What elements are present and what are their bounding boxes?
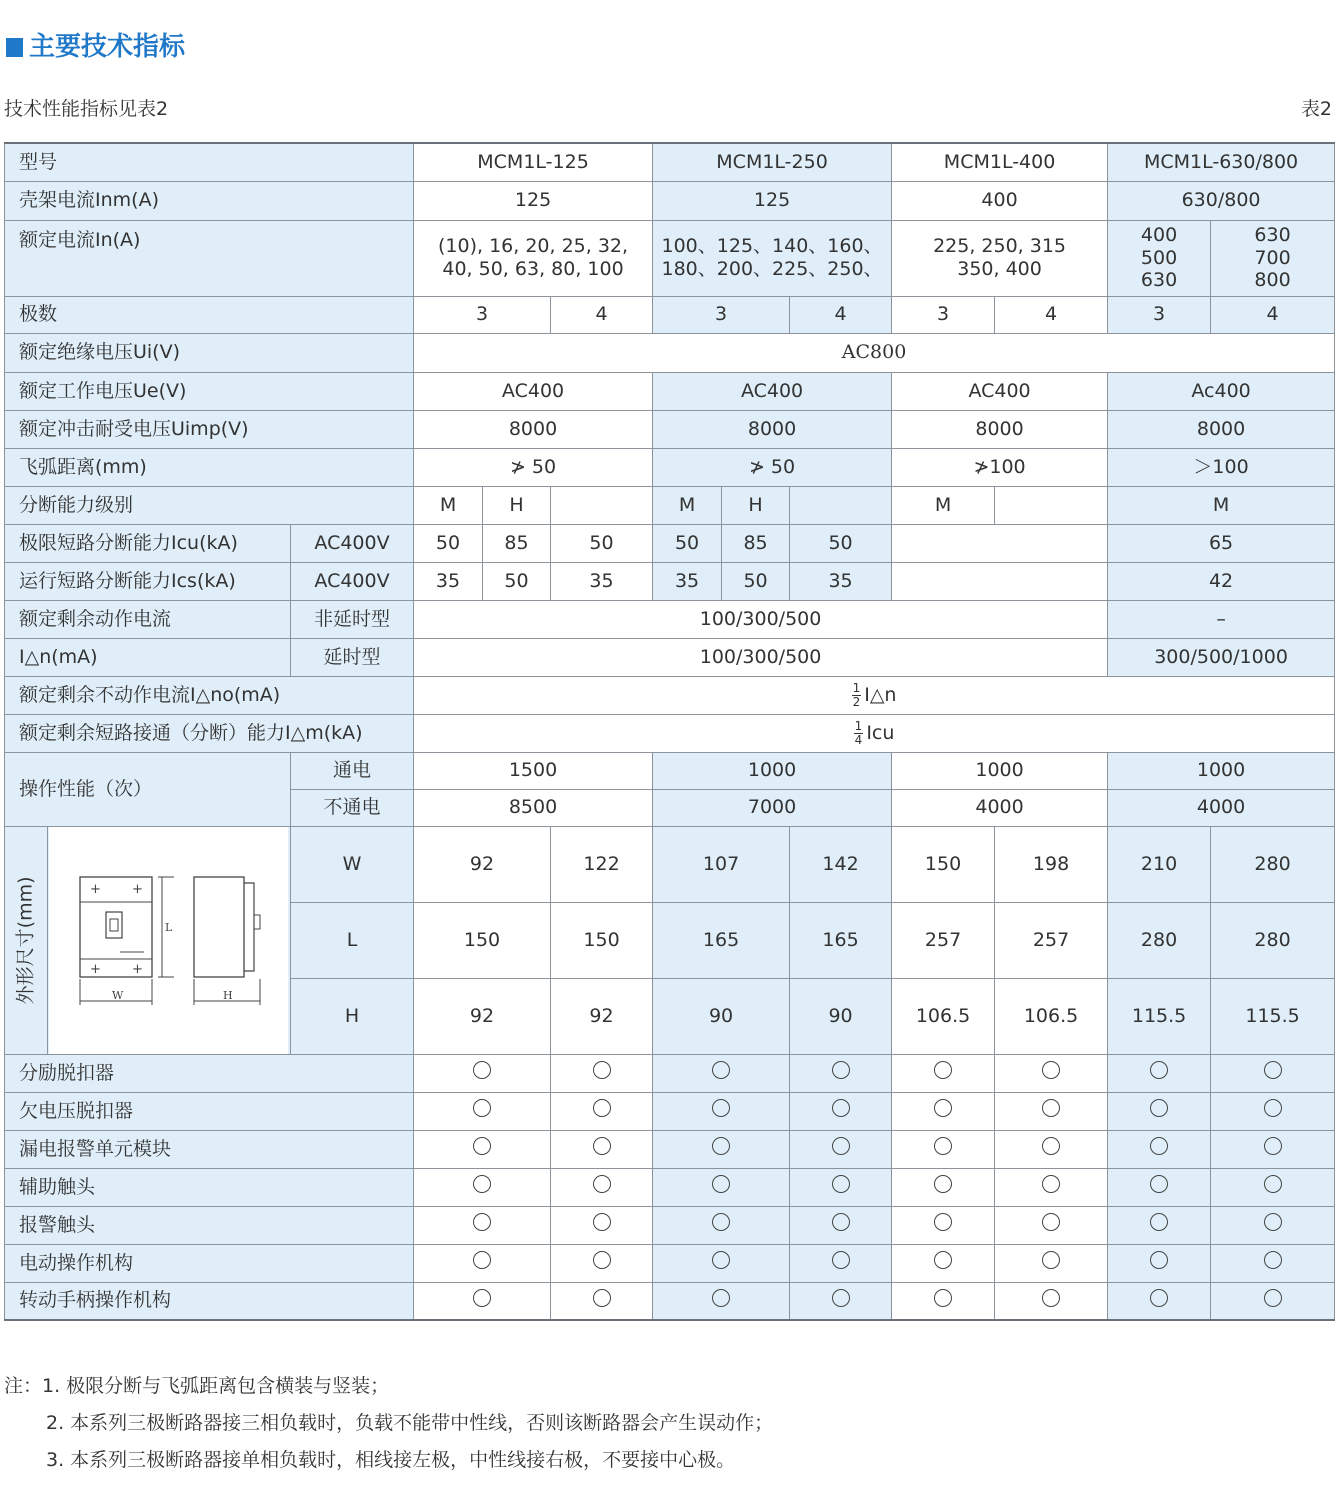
impulse-voltage-value: 8000: [653, 410, 892, 448]
breaking-level-value: M: [653, 486, 722, 524]
dim-l-value: 280: [1211, 902, 1335, 978]
table-row: [5, 752, 1335, 789]
dim-w-value: 92: [414, 826, 551, 902]
note-item: 注：1. 极限分断与飞弧距离包含横装与竖装；: [4, 1375, 390, 1397]
dimension-letter: L: [165, 920, 173, 934]
model-name: MCM1L-250: [653, 143, 892, 181]
notes: [4, 1368, 773, 1479]
dim-w-value: 142: [790, 826, 892, 902]
dim-w-value: 150: [892, 826, 995, 902]
powered-sub-label: 通电: [291, 752, 414, 789]
impulse-voltage-value: 8000: [1108, 410, 1335, 448]
dim-h-value: 115.5: [1211, 978, 1335, 1054]
row-label-residual-current-unit: I△n(mA): [5, 638, 291, 676]
dim-l-value: 150: [551, 902, 653, 978]
working-voltage-value: AC400: [653, 372, 892, 410]
impulse-voltage-value: 8000: [414, 410, 653, 448]
svg-text:+: +: [90, 881, 101, 897]
icu-value: 85: [483, 524, 551, 562]
poles-value: 4: [995, 296, 1108, 333]
optional-circle-icon: [934, 1289, 952, 1307]
dim-l-value: 257: [995, 902, 1108, 978]
table-row: [5, 676, 1335, 714]
breaking-level-value: H: [483, 486, 551, 524]
non-delay-sub-label: 非延时型: [291, 600, 414, 638]
accessory-label: 辅助触头: [5, 1168, 414, 1206]
icu-value: 50: [551, 524, 653, 562]
insulation-voltage-value: AC800: [414, 333, 1335, 372]
dim-l-value: 280: [1108, 902, 1211, 978]
dim-h-value: 115.5: [1108, 978, 1211, 1054]
accessory-label: 转动手柄操作机构: [5, 1282, 414, 1320]
rated-current-values: 400 500 630: [1108, 220, 1211, 296]
optional-circle-icon: [1150, 1175, 1168, 1193]
optional-circle-icon: [473, 1137, 491, 1155]
optional-circle-icon: [1150, 1251, 1168, 1269]
breaking-level-empty: [551, 486, 653, 524]
operation-value: 1000: [653, 752, 892, 789]
fraction: $\frac{1}{2}$: [852, 680, 861, 709]
poles-value: 4: [790, 296, 892, 333]
delay-sub-label: 延时型: [291, 638, 414, 676]
optional-circle-icon: [1042, 1251, 1060, 1269]
optional-circle-icon: [934, 1251, 952, 1269]
voltage-sub-label: AC400V: [291, 524, 414, 562]
table-row: [5, 524, 1335, 562]
operation-value: 1000: [1108, 752, 1335, 789]
table-row: [5, 638, 1335, 676]
fraction: $\frac{1}{4}$: [854, 718, 863, 747]
optional-circle-icon: [473, 1213, 491, 1231]
breaking-level-value: M: [414, 486, 483, 524]
table-row: [5, 333, 1335, 372]
optional-circle-icon: [1264, 1289, 1282, 1307]
arc-distance-value: ＞100: [1108, 448, 1335, 486]
operation-value: 8500: [414, 789, 653, 826]
optional-circle-icon: [1264, 1175, 1282, 1193]
model-name: MCM1L-400: [892, 143, 1108, 181]
ics-value: 50: [722, 562, 790, 600]
accessory-label: 欠电压脱扣器: [5, 1092, 414, 1130]
accessory-label: 报警触头: [5, 1206, 414, 1244]
row-label-working-voltage: 额定工作电压Ue(V): [5, 372, 414, 410]
dim-w-value: 107: [653, 826, 790, 902]
table-row: [5, 181, 1335, 220]
dim-h-value: 90: [653, 978, 790, 1054]
optional-circle-icon: [593, 1175, 611, 1193]
rated-current-values: (10), 16, 20, 25, 32, 40, 50, 63, 80, 100: [414, 220, 653, 296]
table-row: [5, 220, 1335, 296]
model-name: MCM1L-630/800: [1108, 143, 1335, 181]
optional-circle-icon: [1150, 1213, 1168, 1231]
optional-circle-icon: [593, 1251, 611, 1269]
row-label-short-circuit: 额定剩余短路接通（分断）能力I△m(kA): [5, 714, 414, 752]
optional-circle-icon: [712, 1289, 730, 1307]
operation-value: 4000: [1108, 789, 1335, 826]
accessory-label: 分励脱扣器: [5, 1054, 414, 1092]
ics-value: 35: [653, 562, 722, 600]
arc-distance-value: ≯ 50: [653, 448, 892, 486]
row-label-insulation-voltage: 额定绝缘电压Ui(V): [5, 333, 414, 372]
operation-value: 7000: [653, 789, 892, 826]
poles-value: 4: [1211, 296, 1335, 333]
optional-circle-icon: [712, 1137, 730, 1155]
table-row: [5, 410, 1335, 448]
working-voltage-value: Ac400: [1108, 372, 1335, 410]
table-row: [5, 714, 1335, 752]
poles-value: 3: [892, 296, 995, 333]
optional-circle-icon: [473, 1099, 491, 1117]
ics-value: 42: [1108, 562, 1335, 600]
optional-circle-icon: [473, 1251, 491, 1269]
breaker-outline-drawing: [48, 827, 288, 1055]
dim-l-value: 150: [414, 902, 551, 978]
optional-circle-icon: [1042, 1213, 1060, 1231]
ics-value: 35: [551, 562, 653, 600]
icu-value: 50: [790, 524, 892, 562]
row-label-model: 型号: [5, 143, 414, 181]
optional-circle-icon: [1150, 1137, 1168, 1155]
icu-value: 85: [722, 524, 790, 562]
arc-distance-value: ≯100: [892, 448, 1108, 486]
optional-circle-icon: [1264, 1061, 1282, 1079]
operation-value: 1500: [414, 752, 653, 789]
optional-circle-icon: [934, 1175, 952, 1193]
optional-circle-icon: [712, 1099, 730, 1117]
optional-circle-icon: [832, 1175, 850, 1193]
dimension-label-box: [5, 827, 48, 1054]
note-item: 3. 本系列三极断路器接单相负载时，相线接左极，中性线接右极，不要接中心极。: [46, 1449, 736, 1471]
dim-h-value: 106.5: [995, 978, 1108, 1054]
optional-circle-icon: [832, 1289, 850, 1307]
optional-circle-icon: [712, 1175, 730, 1193]
optional-circle-icon: [1042, 1099, 1060, 1117]
svg-text:+: +: [132, 961, 143, 977]
optional-circle-icon: [1264, 1251, 1282, 1269]
optional-circle-icon: [712, 1251, 730, 1269]
optional-circle-icon: [832, 1137, 850, 1155]
optional-circle-icon: [1042, 1137, 1060, 1155]
optional-circle-icon: [593, 1213, 611, 1231]
optional-circle-icon: [473, 1061, 491, 1079]
icu-value: 65: [1108, 524, 1335, 562]
table-row: [5, 1168, 1335, 1206]
table-row: [5, 600, 1335, 638]
ics-value: 35: [790, 562, 892, 600]
poles-value: 3: [1108, 296, 1211, 333]
breaking-level-empty: [995, 486, 1108, 524]
poles-value: 3: [414, 296, 551, 333]
optional-circle-icon: [712, 1061, 730, 1079]
icu-value: 50: [414, 524, 483, 562]
frame-current-value: 125: [414, 181, 653, 220]
poles-value: 4: [551, 296, 653, 333]
table-row: [5, 448, 1335, 486]
table-intro: 技术性能指标见表2: [4, 98, 169, 120]
dim-h-value: 90: [790, 978, 892, 1054]
dimension-letter: H: [223, 988, 233, 1002]
arc-distance-value: ≯ 50: [414, 448, 653, 486]
breaking-level-empty: [790, 486, 892, 524]
optional-circle-icon: [712, 1213, 730, 1231]
dimension-drawing-cell: [5, 826, 291, 1054]
working-voltage-value: AC400: [414, 372, 653, 410]
optional-circle-icon: [593, 1061, 611, 1079]
accessory-label: 漏电报警单元模块: [5, 1130, 414, 1168]
note-item: 2. 本系列三极断路器接三相负载时，负载不能带中性线，否则该断路器会产生误动作；: [46, 1412, 774, 1434]
rated-current-values: 100、125、140、160、 180、200、225、250、: [653, 220, 892, 296]
optional-circle-icon: [1264, 1137, 1282, 1155]
residual-delay-value: 100/300/500: [414, 638, 1108, 676]
accessory-label: 电动操作机构: [5, 1244, 414, 1282]
table-row: [5, 1244, 1335, 1282]
impulse-voltage-value: 8000: [892, 410, 1108, 448]
dim-l-value: 257: [892, 902, 995, 978]
svg-text:+: +: [90, 961, 101, 977]
optional-circle-icon: [473, 1289, 491, 1307]
breaking-level-value: M: [892, 486, 995, 524]
svg-text:+: +: [132, 881, 143, 897]
row-label-residual-current: 额定剩余动作电流: [5, 600, 291, 638]
dimension-letter: W: [112, 988, 124, 1002]
row-label-operation: 操作性能（次）: [5, 752, 291, 826]
working-voltage-value: AC400: [892, 372, 1108, 410]
optional-circle-icon: [1042, 1289, 1060, 1307]
residual-delay-value: 300/500/1000: [1108, 638, 1335, 676]
dim-sub-label-l: L: [291, 902, 414, 978]
row-label-non-action: 额定剩余不动作电流I△no(mA): [5, 676, 414, 714]
optional-circle-icon: [1150, 1099, 1168, 1117]
spec-table: [4, 142, 1335, 1321]
table-row: [5, 486, 1335, 524]
optional-circle-icon: [473, 1175, 491, 1193]
table-row: [5, 1282, 1335, 1320]
model-name: MCM1L-125: [414, 143, 653, 181]
icu-empty: [892, 524, 1108, 562]
row-label-rated-current: 额定电流In(A): [5, 220, 414, 296]
dim-w-value: 122: [551, 826, 653, 902]
optional-circle-icon: [1150, 1061, 1168, 1079]
optional-circle-icon: [832, 1061, 850, 1079]
ics-value: 35: [414, 562, 483, 600]
short-circuit-value: $\frac{1}{4}$ Icu: [414, 714, 1335, 752]
dim-w-value: 280: [1211, 826, 1335, 902]
square-bullet-icon: [6, 38, 23, 57]
optional-circle-icon: [1264, 1099, 1282, 1117]
optional-circle-icon: [934, 1099, 952, 1117]
frame-current-value: 400: [892, 181, 1108, 220]
table-row: [5, 1206, 1335, 1244]
poles-value: 3: [653, 296, 790, 333]
optional-circle-icon: [832, 1213, 850, 1231]
table-row: [5, 296, 1335, 333]
dim-sub-label-h: H: [291, 978, 414, 1054]
row-label-poles: 极数: [5, 296, 414, 333]
dim-l-value: 165: [653, 902, 790, 978]
row-label-icu: 极限短路分断能力Icu(kA): [5, 524, 291, 562]
table-row: [5, 372, 1335, 410]
optional-circle-icon: [1150, 1289, 1168, 1307]
dim-h-value: 92: [414, 978, 551, 1054]
table-row: [5, 1130, 1335, 1168]
breaking-level-value: H: [722, 486, 790, 524]
optional-circle-icon: [593, 1099, 611, 1117]
table-row: [5, 562, 1335, 600]
optional-circle-icon: [1042, 1061, 1060, 1079]
optional-circle-icon: [593, 1137, 611, 1155]
operation-value: 1000: [892, 752, 1108, 789]
row-label-frame-current: 壳架电流Inm(A): [5, 181, 414, 220]
icu-value: 50: [653, 524, 722, 562]
non-action-value: $\frac{1}{2}$ I△n: [414, 676, 1335, 714]
voltage-sub-label: AC400V: [291, 562, 414, 600]
optional-circle-icon: [934, 1213, 952, 1231]
frame-current-value: 125: [653, 181, 892, 220]
breaking-level-value: M: [1108, 486, 1335, 524]
optional-circle-icon: [832, 1099, 850, 1117]
dim-w-value: 198: [995, 826, 1108, 902]
ics-empty: [892, 562, 1108, 600]
unpowered-sub-label: 不通电: [291, 789, 414, 826]
row-label-arc-distance: 飞弧距离(mm): [5, 448, 414, 486]
row-label-ics: 运行短路分断能力Ics(kA): [5, 562, 291, 600]
dim-w-value: 210: [1108, 826, 1211, 902]
dim-h-value: 92: [551, 978, 653, 1054]
rated-current-values: 225, 250, 315 350, 400: [892, 220, 1108, 296]
table-row: [5, 826, 1335, 902]
dim-sub-label-w: W: [291, 826, 414, 902]
optional-circle-icon: [1264, 1213, 1282, 1231]
rated-current-values: 630 700 800: [1211, 220, 1335, 296]
optional-circle-icon: [934, 1137, 952, 1155]
residual-non-delay-value: –: [1108, 600, 1335, 638]
dim-l-value: 165: [790, 902, 892, 978]
optional-circle-icon: [934, 1061, 952, 1079]
optional-circle-icon: [832, 1251, 850, 1269]
dim-h-value: 106.5: [892, 978, 995, 1054]
table-row: [5, 1054, 1335, 1092]
row-label-dimensions: 外形尺寸(mm): [14, 876, 37, 1004]
optional-circle-icon: [593, 1289, 611, 1307]
residual-non-delay-value: 100/300/500: [414, 600, 1108, 638]
ics-value: 50: [483, 562, 551, 600]
optional-circle-icon: [1042, 1175, 1060, 1193]
frame-current-value: 630/800: [1108, 181, 1335, 220]
table-row: [5, 1092, 1335, 1130]
table-row: [5, 143, 1335, 181]
row-label-impulse-voltage: 额定冲击耐受电压Uimp(V): [5, 410, 414, 448]
row-label-breaking-level: 分断能力级别: [5, 486, 414, 524]
table-number: 表2: [1300, 98, 1332, 120]
section-title: 主要技术指标: [6, 26, 185, 63]
operation-value: 4000: [892, 789, 1108, 826]
